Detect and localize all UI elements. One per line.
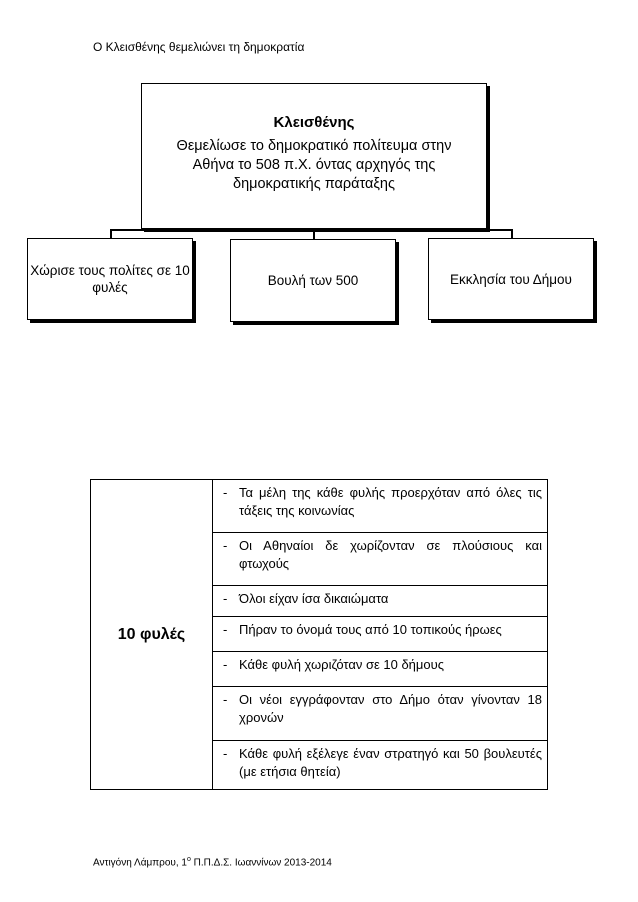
child-node-ekklesia (428, 238, 594, 320)
child-node-tribes (27, 238, 193, 320)
table-cell (213, 480, 548, 533)
root-description: Θεμελίωσε το δημοκρατικό πολίτευμα στην Αθήνα το 508 π.Χ. όντας αρχηγός της δημοκρατικής παράταξης (176, 138, 452, 192)
bullet-dash: - (223, 692, 228, 707)
bullet-dash: - (223, 746, 228, 761)
bullet-dash: - (223, 591, 228, 606)
footer-superscript: ο (186, 856, 191, 863)
table-cell (213, 687, 548, 741)
bullet-dash: - (223, 538, 228, 553)
list-item: Κάθε φυλή χωριζόταν σε 10 δήμους (239, 657, 445, 672)
page-footer (93, 856, 332, 868)
list-item: Οι Αθηναίοι δε χωρίζονταν σε πλούσιους και φτωχούς (239, 538, 542, 571)
list-item: Κάθε φυλή εξέλεγε έναν στρατηγό και 50 βουλευτές (με ετήσια θητεία) (239, 746, 542, 779)
table-cell (213, 533, 548, 586)
footer-school: Π.Π.Δ.Σ. Ιωαννίνων 2013-2014 (190, 857, 332, 869)
list-item: Όλοι είχαν ίσα δικαιώματα (239, 591, 389, 606)
list-item: Τα μέλη της κάθε φυλής προερχόταν από όλες τις τάξεις της κοινωνίας (239, 485, 542, 518)
table-cell (213, 586, 548, 617)
table-label: 10 φυλές (91, 480, 213, 790)
running-header: Ο Κλεισθένης θεμελιώνει τη δημοκρατία (93, 40, 305, 54)
root-node (141, 83, 487, 229)
child-node-label: Βουλή των 500 (267, 273, 359, 288)
table-row (91, 480, 548, 533)
root-title: Κλεισθένης (273, 114, 355, 131)
bullet-dash: - (223, 485, 228, 500)
connector-horizontal (110, 229, 513, 231)
child-node-label: Εκκλησία του Δήμου (450, 271, 572, 287)
table-cell (213, 617, 548, 652)
table-cell (213, 652, 548, 687)
bullet-dash: - (223, 622, 228, 637)
footer-author: Αντιγόνη Λάμπρου, 1 (93, 857, 187, 869)
list-item: Πήραν το όνομά τους από 10 τοπικούς ήρωες (239, 622, 502, 637)
table-cell (213, 741, 548, 790)
list-item: Οι νέοι εγγράφονταν στο Δήμο όταν γίνονταν 18 χρονών (239, 692, 542, 725)
bullet-dash: - (223, 657, 228, 672)
tribes-table (90, 479, 548, 790)
child-node-label: Χώρισε τους πολίτες σε 10 φυλές (30, 263, 190, 295)
child-node-boule (230, 239, 396, 322)
